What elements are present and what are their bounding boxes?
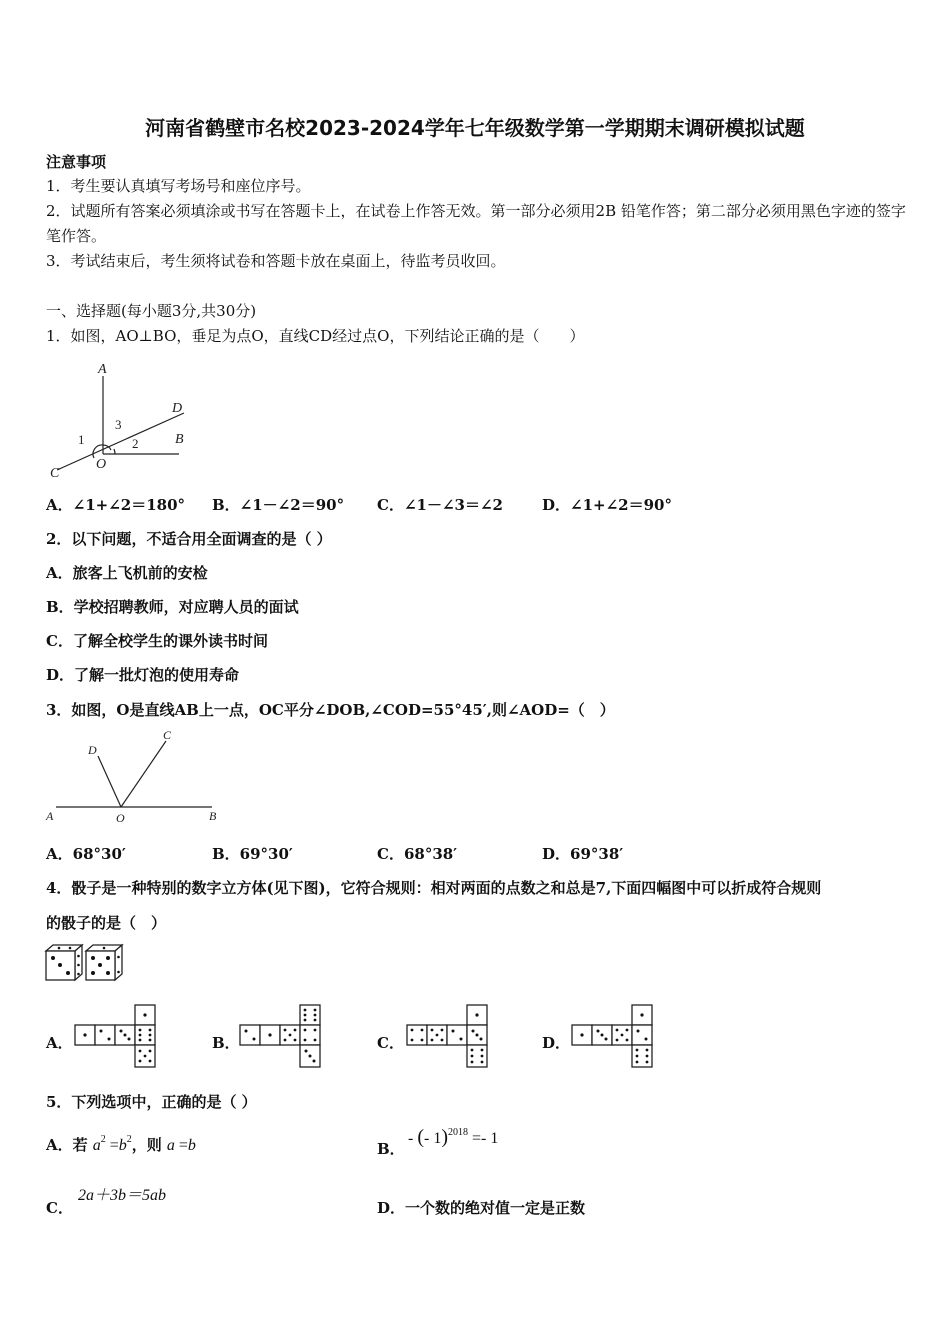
q5-option-a-formula2: a =b [166, 1137, 196, 1154]
q4-net-b [237, 1003, 325, 1071]
q3-label-b: B [209, 809, 217, 823]
q4-option-c-label: C． [377, 1034, 404, 1052]
q5-option-a-formula1: $a^2 =b^2$ [92, 1134, 132, 1154]
section-heading: 一、选择题(每小题3分,共30分) [46, 302, 257, 320]
page-title: 河南省鹤壁市名校2023-2024学年七年级数学第一学期期末调研模拟试题 [145, 116, 805, 140]
q4-net-a [72, 1003, 160, 1071]
q4-option-d-label: D． [542, 1034, 571, 1052]
q5-option-b-formula: - (- 1)$^{2018}$ =- 1 [408, 1126, 499, 1148]
q1-option-c: C．∠1－∠3＝∠2 [377, 496, 503, 514]
q4-option-a-label: A． [46, 1034, 73, 1052]
q5-option-b-exponent: 2018 [448, 1127, 468, 1138]
q1-label-o: O [96, 457, 107, 472]
q5-option-d: D．一个数的绝对值一定是正数 [377, 1199, 586, 1217]
q1-label-d: D [172, 401, 183, 416]
q5-option-a-prefix: A．若 [46, 1136, 88, 1154]
q4-net-c [404, 1003, 492, 1071]
q5-option-b-label: B． [377, 1140, 405, 1158]
notice-item-2: 2．试题所有答案必须填涂或书写在答题卡上，在试卷上作答无效。第一部分必须用2B 铅笔作答；第二部分必须用黑色字迹的签字笔作答。 [46, 202, 906, 245]
q1-label-1: 1 [78, 432, 85, 447]
q1-option-b: B．∠1－∠2＝90° [212, 496, 345, 514]
q2-option-a: A．旅客上飞机前的安检 [46, 564, 208, 582]
q3-label-d: D [88, 743, 97, 757]
notice-item-3: 3．考试结束后，考生须将试卷和答题卡放在桌面上，待监考员收回。 [46, 252, 506, 270]
q3-option-b: B．69°30′ [212, 845, 293, 863]
q3-label-a: A [46, 809, 54, 823]
q3-stem: 3．如图，O是直线AB上一点，OC平分∠DOB,∠COD=55°45′,则∠AOD=（ ） [46, 701, 615, 719]
q5-option-c-label: C． [46, 1199, 73, 1217]
q5-option-a [46, 1134, 196, 1155]
notice-item-1: 1．考生要认真填写考场号和座位序号。 [46, 177, 311, 195]
q4-stem-line1: 4．骰子是一种特别的数字立方体(见下图)，它符合规则：相对两面的点数之和总是7,下面四幅图中可以折成符合规则 [46, 879, 822, 897]
q3-option-c: C．68°38′ [377, 845, 458, 863]
q1-figure [44, 358, 194, 482]
q2-option-c: C．了解全校学生的课外读书时间 [46, 632, 268, 650]
q3-option-d: D．69°38′ [542, 845, 624, 863]
q5-option-c-formula: 2a＋3b＝5ab [78, 1187, 167, 1204]
q3-label-o: O [116, 811, 125, 825]
q2-option-d: D．了解一批灯泡的使用寿命 [46, 666, 240, 684]
q2-option-b: B．学校招聘教师，对应聘人员的面试 [46, 598, 299, 616]
q1-label-3: 3 [115, 417, 122, 432]
q3-figure [44, 726, 224, 826]
q4-net-d [569, 1003, 657, 1071]
q5-option-a-mid: ，则 [131, 1136, 162, 1154]
q1-option-d: D．∠1+∠2＝90° [542, 496, 672, 514]
q1-label-2: 2 [132, 436, 139, 451]
q1-label-a: A [98, 362, 107, 377]
q5-stem: 5．下列选项中，正确的是（ ） [46, 1093, 257, 1111]
q4-stem-line2: 的骰子的是（ ） [46, 914, 167, 932]
dice-picture [44, 942, 126, 982]
q1-stem: 1．如图，AO⊥BO，垂足为点O，直线CD经过点O，下列结论正确的是（ ） [46, 327, 585, 345]
notice-heading: 注意事项 [46, 153, 107, 171]
q2-stem: 2．以下问题，不适合用全面调查的是（ ） [46, 530, 332, 548]
q4-option-b-label: B． [212, 1034, 240, 1052]
q1-label-b: B [175, 432, 184, 447]
q1-label-c: C [50, 466, 60, 481]
q3-label-c: C [163, 728, 172, 742]
q1-option-a: A．∠1+∠2＝180° [46, 496, 186, 514]
q3-option-a: A．68°30′ [46, 845, 126, 863]
